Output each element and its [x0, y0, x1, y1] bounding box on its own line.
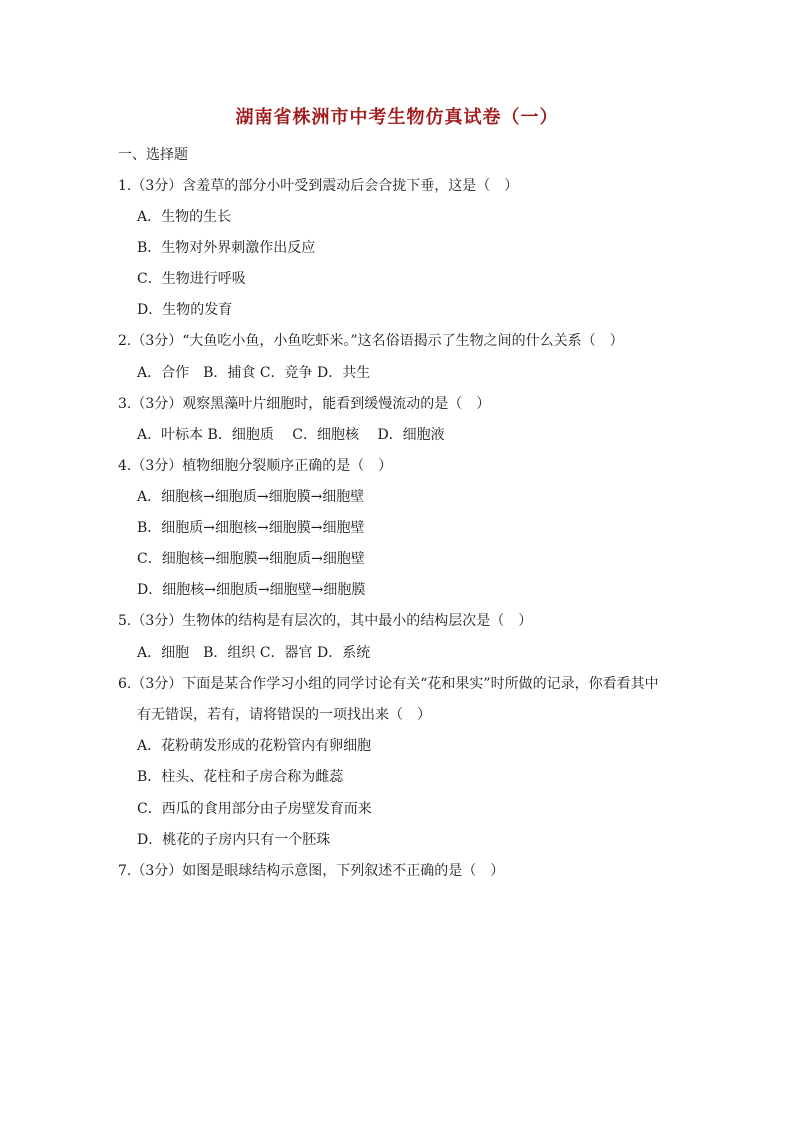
question-6-option-b: B．柱头、花柱和子房合称为雌蕊: [137, 769, 344, 785]
question-4-option-d: D．细胞核→细胞质→细胞壁→细胞膜: [137, 582, 366, 598]
question-4-option-a: A．细胞核→细胞质→细胞膜→细胞壁: [137, 489, 365, 505]
question-6-stem-continued: 有无错误，若有，请将错误的一项找出来（ ）: [137, 707, 431, 723]
question-5-options: A．细胞 B．组织 C．器官 D．系统: [137, 645, 371, 661]
question-6-option-a: A．花粉萌发形成的花粉管内有卵细胞: [137, 738, 372, 754]
question-3-options: A．叶标本 B．细胞质 C．细胞核 D．细胞液: [137, 427, 445, 443]
question-6-option-c: C．西瓜的食用部分由子房壁发育而来: [137, 801, 372, 817]
question-5-stem: 5.（3分）生物体的结构是有层次的，其中最小的结构层次是（ ）: [118, 613, 533, 629]
question-4-option-c: C．细胞核→细胞膜→细胞质→细胞壁: [137, 551, 365, 567]
question-6-stem: 6.（3分）下面是某合作学习小组的同学讨论有关“花和果实”时所做的记录，你看看其中: [118, 676, 659, 692]
question-4-stem: 4.（3分）植物细胞分裂顺序正确的是（ ）: [118, 458, 393, 474]
question-2-stem: 2.（3分）“大鱼吃小鱼，小鱼吃虾米。”这名俗语揭示了生物之间的什么关系（ ）: [118, 333, 624, 349]
question-1-option-a: A．生物的生长: [137, 209, 232, 225]
question-3-stem: 3.（3分）观察黑藻叶片细胞时，能看到缓慢流动的是（ ）: [118, 396, 491, 412]
question-4-option-b: B．细胞质→细胞核→细胞膜→细胞壁: [137, 520, 365, 536]
question-1-option-b: B．生物对外界刺激作出反应: [137, 240, 316, 256]
page-title: 湖南省株洲市中考生物仿真试卷（一）: [235, 107, 559, 128]
question-1-option-d: D．生物的发育: [137, 302, 233, 318]
question-1-stem: 1.（3分）含羞草的部分小叶受到震动后会合拢下垂，这是（ ）: [118, 178, 519, 194]
question-7-stem: 7.（3分）如图是眼球结构示意图，下列叙述不正确的是（ ）: [118, 863, 505, 879]
question-1-option-c: C．生物进行呼吸: [137, 271, 246, 287]
question-2-options: A．合作 B．捕食 C．竞争 D．共生: [137, 365, 371, 381]
section-heading: 一、选择题: [118, 147, 188, 163]
question-6-option-d: D．桃花的子房内只有一个胚珠: [137, 832, 331, 848]
